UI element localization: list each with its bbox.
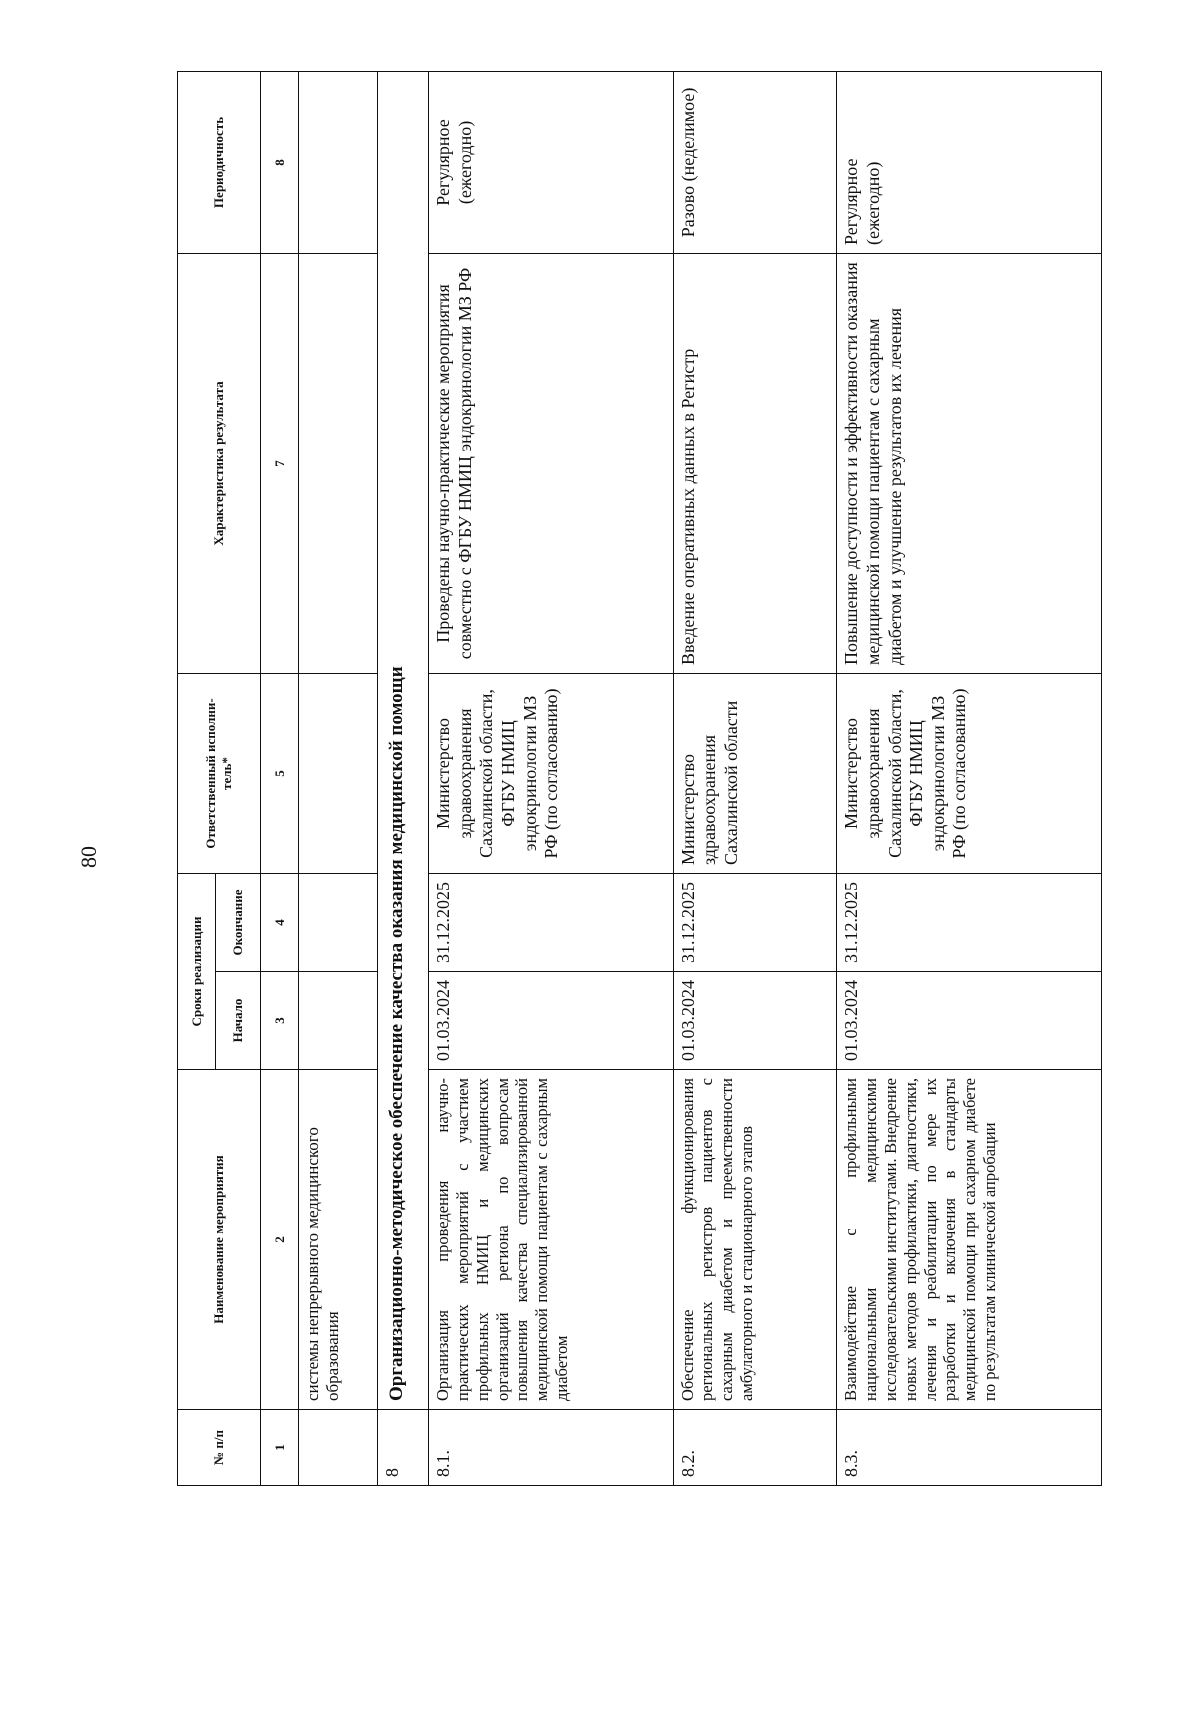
table-row	[837, 71, 1102, 1485]
row-responsible: Министерство здравоохранения Сахалинской области, ФГБУ НМИЦ эндокринологии МЗ РФ (по согласованию)	[837, 673, 1102, 873]
row-end: 31.12.2025	[837, 873, 1102, 971]
column-number: 8	[260, 71, 298, 253]
header-frequency: Периодичность	[178, 71, 261, 253]
header-num: № п/п	[178, 1410, 261, 1486]
row-frequency: Регулярное (ежегодно)	[837, 71, 1102, 253]
row-start: 01.03.2024	[429, 972, 673, 1070]
continuation-name: системы непрерывного медицинского образования	[299, 1070, 377, 1410]
row-end: 31.12.2025	[429, 873, 673, 971]
row-responsible: Министерство здравоохранения Сахалинской области, ФГБУ НМИЦ эндокринологии МЗ РФ (по согласованию)	[429, 673, 673, 873]
row-number: 8.1.	[429, 1410, 673, 1486]
table-row	[429, 71, 673, 1485]
rotated-table-container	[177, 72, 1102, 1486]
column-number: 7	[260, 253, 298, 673]
column-number: 4	[260, 873, 298, 971]
section-title: Организационно-методическое обеспечение качества оказания медицинской помощи	[377, 71, 429, 1409]
row-name: Организация проведения научно-практических мероприятий с участием профильных НМИЦ и медицинских организаций региона по вопросам повышения качества специализированной медицинской помощи пациентам с сахарным диабетом	[429, 1070, 673, 1410]
row-frequency: Регулярное (ежегодно)	[429, 71, 673, 253]
page-number: 80	[76, 846, 101, 868]
row-end: 31.12.2025	[673, 873, 837, 971]
header-name: Наименование мероприятия	[178, 1070, 261, 1410]
row-result: Введение оперативных данных в Регистр	[673, 253, 837, 673]
row-result: Проведены научно-практические мероприятия совместно с ФГБУ НМИЦ эндокринологии МЗ РФ	[429, 253, 673, 673]
table-row	[673, 71, 837, 1485]
column-number: 3	[260, 972, 298, 1070]
measures-table	[177, 71, 1102, 1486]
header-end: Окончание	[216, 873, 261, 971]
row-name: Взаимодействие с профильными национальными медицинскими исследовательскими институтами. Внедрение новых методов профилактики, диагностики, лечения и реабилитации по мере их разработки и включения в стандарты медицинской помощи при сахарном диабете по результатам клинической апробации	[837, 1070, 1102, 1410]
section-number: 8	[377, 1410, 429, 1486]
row-frequency: Разово (неделимое)	[673, 71, 837, 253]
header-responsible: Ответственный исполни-тель*	[178, 673, 261, 873]
row-start: 01.03.2024	[837, 972, 1102, 1070]
row-number: 8.3.	[837, 1410, 1102, 1486]
row-number: 8.2.	[673, 1410, 837, 1486]
header-start: Начало	[216, 972, 261, 1070]
section-row	[377, 71, 429, 1485]
row-responsible: Министерство здравоохранения Сахалинской области	[673, 673, 837, 873]
continuation-row	[299, 71, 377, 1485]
header-result: Характеристика результата	[178, 253, 261, 673]
column-number: 5	[260, 673, 298, 873]
column-number: 2	[260, 1070, 298, 1410]
row-name: Обеспечение функционирования региональных регистров пациентов с сахарным диабетом и преемственности амбулаторного и стационарного этапов	[673, 1070, 837, 1410]
row-start: 01.03.2024	[673, 972, 837, 1070]
row-result: Повышение доступности и эффективности оказания медицинской помощи пациентам с сахарным диабетом и улучшение результатов их лечения	[837, 253, 1102, 673]
column-number: 1	[260, 1410, 298, 1486]
header-period: Сроки реализации	[178, 873, 216, 1069]
